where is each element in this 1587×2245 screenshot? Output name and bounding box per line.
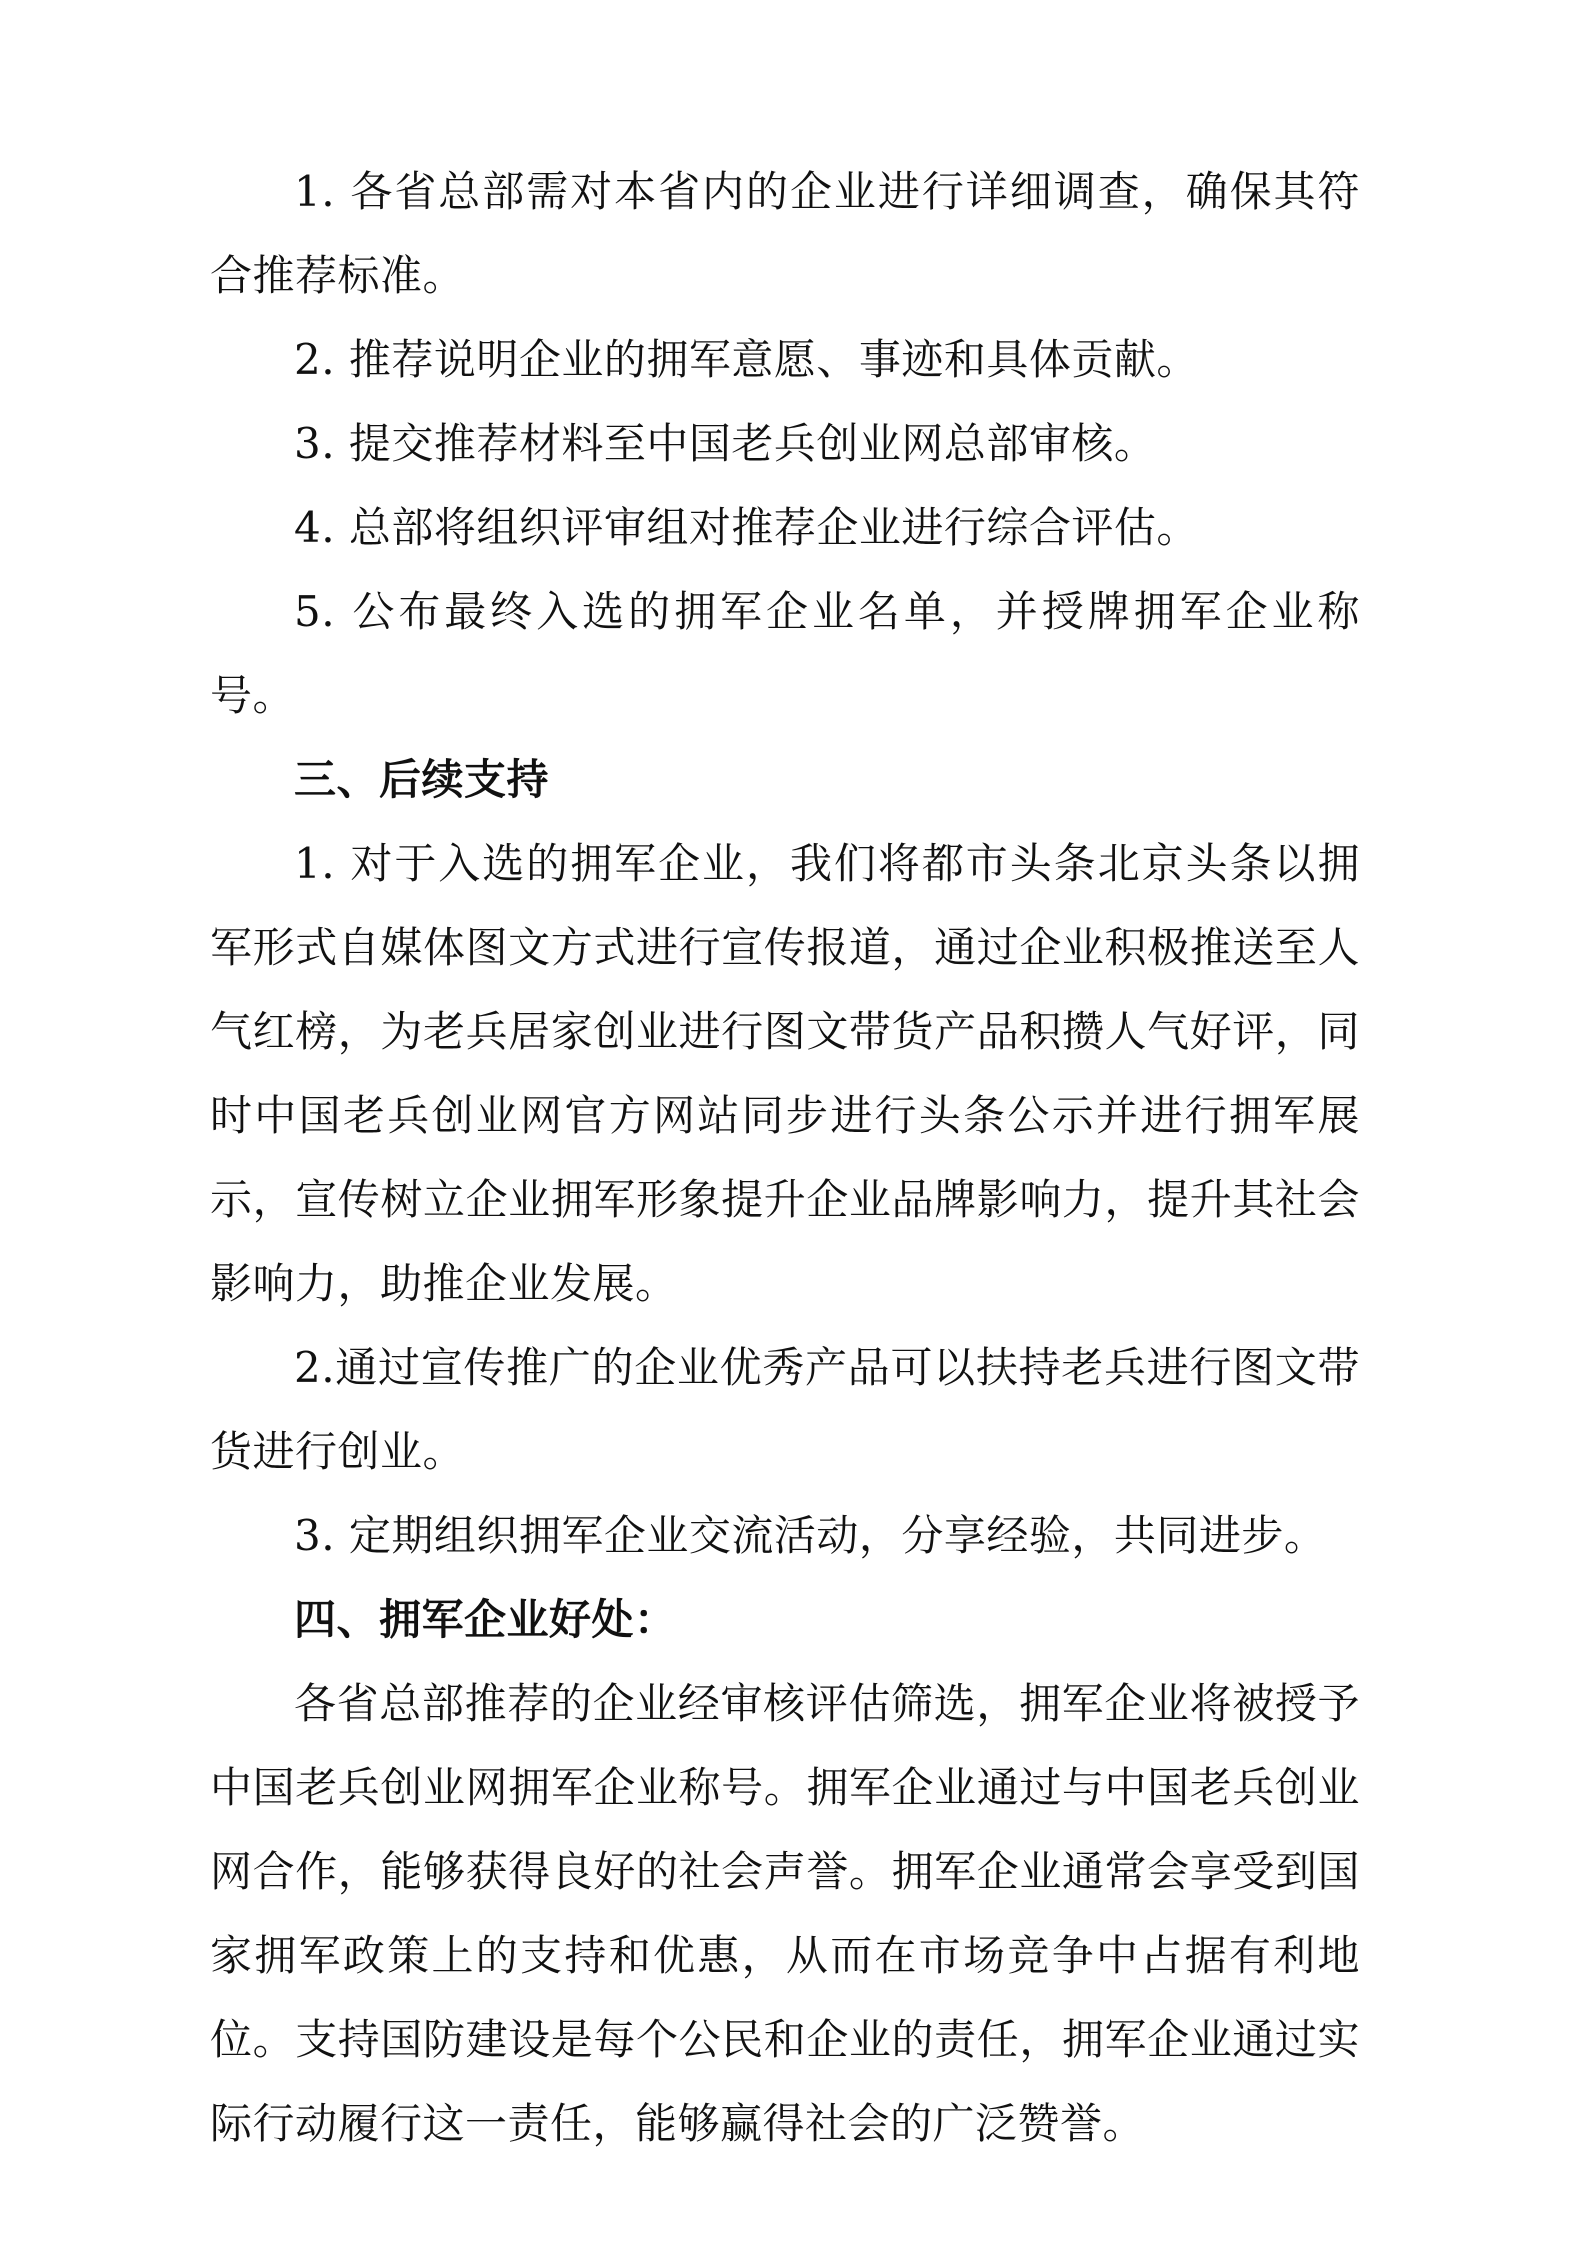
support-item-2-paragraph: 2.通过宣传推广的企业优秀产品可以扶持老兵进行图文带货进行创业。: [210, 1343, 1360, 1476]
step-3-paragraph: 3. 提交推荐材料至中国老兵创业网总部审核。: [294, 419, 1157, 468]
step-2-paragraph: 2. 推荐说明企业的拥军意愿、事迹和具体贡献。: [294, 335, 1199, 384]
benefits-paragraph: 各省总部推荐的企业经审核评估筛选，拥军企业将被授予中国老兵创业网拥军企业称号。拥军企业通过与中国老兵创业网合作，能够获得良好的社会声誉。拥军企业通常会享受到国家拥军政策上的支持和优惠，从而在市场竞争中占据有利地位。支持国防建设是每个公民和企业的责任，拥军企业通过实际行动履行这一责任，能够赢得社会的广泛赞誉。: [210, 1679, 1360, 2148]
section-heading-follow-up-support: 三、后续支持: [294, 755, 550, 804]
document-page: [210, 150, 1360, 2166]
step-4-paragraph: 4. 总部将组织评审组对推荐企业进行综合评估。: [294, 503, 1199, 552]
step-5-paragraph: 5. 公布最终入选的拥军企业名单，并授牌拥军企业称号。: [210, 587, 1360, 720]
support-item-3-paragraph: 3. 定期组织拥军企业交流活动，分享经验，共同进步。: [294, 1511, 1327, 1560]
section-heading-benefits: 四、拥军企业好处：: [294, 1595, 677, 1644]
support-item-1-paragraph: 1. 对于入选的拥军企业，我们将都市头条北京头条以拥军形式自媒体图文方式进行宣传报道，通过企业积极推送至人气红榜，为老兵居家创业进行图文带货产品积攒人气好评，同时中国老兵创业网官方网站同步进行头条公示并进行拥军展示，宣传树立企业拥军形象提升企业品牌影响力，提升其社会影响力，助推企业发展。: [210, 839, 1360, 1308]
step-1-paragraph: 1. 各省总部需对本省内的企业进行详细调查，确保其符合推荐标准。: [210, 167, 1360, 300]
